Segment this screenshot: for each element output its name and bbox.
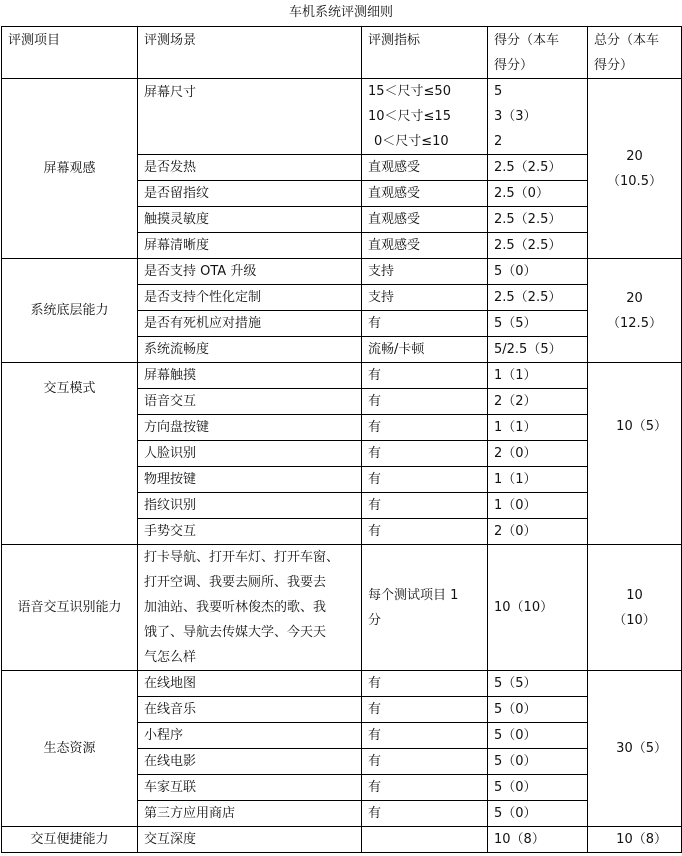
indicator-cell: 直观感受 xyxy=(362,207,488,233)
indicator-cell xyxy=(362,545,488,671)
scene-cell: 小程序 xyxy=(138,723,362,749)
header-scene: 评测场景 xyxy=(138,27,362,79)
scene-cell: 指纹识别 xyxy=(138,493,362,519)
indicator-cell: 有 xyxy=(362,775,488,801)
indicator-cell: 有 xyxy=(362,363,488,389)
score-cell: 2.5（2.5） xyxy=(488,207,588,233)
indicator-cell: 有 xyxy=(362,311,488,337)
scene-cell: 在线地图 xyxy=(138,671,362,697)
header-total xyxy=(588,27,682,79)
category-cell: 交互便捷能力 xyxy=(2,827,138,853)
score-line: 3（3） xyxy=(494,109,537,124)
score-cell: 2（2） xyxy=(488,389,588,415)
score-cell: 10（10） xyxy=(488,545,588,671)
total-cell: 10（5） xyxy=(588,363,682,545)
total-cell xyxy=(588,79,682,259)
scene-cell: 屏幕触摸 xyxy=(138,363,362,389)
table-row xyxy=(2,79,682,155)
indicator-cell: 有 xyxy=(362,493,488,519)
table-row xyxy=(2,363,682,389)
score-cell: 2.5（2.5） xyxy=(488,285,588,311)
indicator-cell: 流畅/卡顿 xyxy=(362,337,488,363)
scene-cell: 语音交互 xyxy=(138,389,362,415)
category-cell: 屏幕观感 xyxy=(2,79,138,259)
header-total-line: 得分） xyxy=(594,58,634,73)
total-line: 20 xyxy=(626,148,643,164)
score-cell xyxy=(488,79,588,155)
indicator-cell: 直观感受 xyxy=(362,233,488,259)
score-line: 5 xyxy=(494,84,503,99)
scene-cell: 人脸识别 xyxy=(138,441,362,467)
score-cell: 10（8） xyxy=(488,827,588,853)
scene-cell: 手势交互 xyxy=(138,519,362,545)
scene-cell: 屏幕清晰度 xyxy=(138,233,362,259)
indicator-line: 每个测试项目 1 xyxy=(368,587,459,603)
header-score-line: 得分） xyxy=(494,58,534,73)
scene-cell: 触摸灵敏度 xyxy=(138,207,362,233)
score-cell: 5（0） xyxy=(488,723,588,749)
scene-line: 加油站、我要听林俊杰的歌、我 xyxy=(144,600,327,615)
score-cell: 5（5） xyxy=(488,671,588,697)
score-cell: 2（0） xyxy=(488,519,588,545)
header-row xyxy=(2,27,682,79)
scene-cell: 方向盘按键 xyxy=(138,415,362,441)
total-line: 10 xyxy=(626,587,643,603)
scene-line: 打开空调、我要去厕所、我要去 xyxy=(144,575,327,590)
score-line: 2 xyxy=(494,134,503,149)
header-indicator: 评测指标 xyxy=(362,27,488,79)
scene-cell xyxy=(138,545,362,671)
header-score xyxy=(488,27,588,79)
indicator-cell: 有 xyxy=(362,441,488,467)
scene-cell: 是否支持个性化定制 xyxy=(138,285,362,311)
total-line: （10.5） xyxy=(607,173,662,189)
score-cell: 1（1） xyxy=(488,415,588,441)
score-cell: 5（0） xyxy=(488,801,588,827)
total-cell: 30（5） xyxy=(588,671,682,827)
score-cell: 5（5） xyxy=(488,311,588,337)
indicator-cell: 有 xyxy=(362,749,488,775)
category-cell: 交互模式 xyxy=(2,363,138,545)
indicator-cell: 有 xyxy=(362,723,488,749)
scene-cell: 屏幕尺寸 xyxy=(138,79,362,155)
indicator-cell: 有 xyxy=(362,467,488,493)
total-cell xyxy=(588,545,682,671)
indicator-cell xyxy=(362,79,488,155)
total-cell xyxy=(588,259,682,363)
indicator-line: 分 xyxy=(368,612,382,628)
score-cell: 1（1） xyxy=(488,363,588,389)
table-row xyxy=(2,827,682,853)
score-cell: 2.5（2.5） xyxy=(488,233,588,259)
scene-cell: 是否支持 OTA 升级 xyxy=(138,259,362,285)
score-cell: 5（0） xyxy=(488,259,588,285)
scene-cell: 物理按键 xyxy=(138,467,362,493)
score-cell: 5/2.5（5） xyxy=(488,337,588,363)
indicator-cell: 有 xyxy=(362,415,488,441)
table-title: 车机系统评测细则 xyxy=(288,5,393,20)
scene-cell: 交互深度 xyxy=(138,827,362,853)
total-line: 20 xyxy=(626,290,643,306)
header-score-line: 得分（本车 xyxy=(494,33,560,48)
score-cell: 5（0） xyxy=(488,775,588,801)
table-row xyxy=(2,259,682,285)
score-cell: 2（0） xyxy=(488,441,588,467)
score-cell: 5（0） xyxy=(488,697,588,723)
header-total-line: 总分（本车 xyxy=(594,33,660,48)
scene-cell: 系统流畅度 xyxy=(138,337,362,363)
table-row xyxy=(2,671,682,697)
score-cell: 2.5（2.5） xyxy=(488,155,588,181)
scene-line: 打卡导航、打开车灯、打开车窗、 xyxy=(144,550,340,565)
indicator-line: 15＜尺寸≤50 xyxy=(368,84,451,99)
scene-cell: 车家互联 xyxy=(138,775,362,801)
score-cell: 1（1） xyxy=(488,467,588,493)
evaluation-table xyxy=(1,26,682,853)
scene-cell: 第三方应用商店 xyxy=(138,801,362,827)
total-line: （10） xyxy=(613,612,656,628)
scene-cell: 是否发热 xyxy=(138,155,362,181)
total-cell: 10（8） xyxy=(588,827,682,853)
indicator-line: 10＜尺寸≤15 xyxy=(368,109,451,124)
scene-cell: 是否有死机应对措施 xyxy=(138,311,362,337)
indicator-cell: 有 xyxy=(362,671,488,697)
category-cell: 系统底层能力 xyxy=(2,259,138,363)
indicator-cell: 有 xyxy=(362,801,488,827)
indicator-cell: 有 xyxy=(362,389,488,415)
score-cell: 1（0） xyxy=(488,493,588,519)
scene-cell: 在线电影 xyxy=(138,749,362,775)
indicator-cell: 直观感受 xyxy=(362,181,488,207)
indicator-cell: 有 xyxy=(362,519,488,545)
score-cell: 5（0） xyxy=(488,749,588,775)
indicator-cell: 有 xyxy=(362,697,488,723)
total-line: （12.5） xyxy=(607,315,662,331)
indicator-cell: 直观感受 xyxy=(362,155,488,181)
table-row xyxy=(2,545,682,671)
scene-cell: 是否留指纹 xyxy=(138,181,362,207)
indicator-cell: 支持 xyxy=(362,285,488,311)
scene-line: 饿了、导航去传媒大学、今天天 xyxy=(144,625,327,640)
score-cell: 2.5（0） xyxy=(488,181,588,207)
indicator-cell xyxy=(362,827,488,853)
category-cell: 语音交互识别能力 xyxy=(2,545,138,671)
indicator-line: 0＜尺寸≤10 xyxy=(374,134,449,149)
scene-line: 气怎么样 xyxy=(144,650,197,665)
indicator-cell: 支持 xyxy=(362,259,488,285)
header-item: 评测项目 xyxy=(2,27,138,79)
scene-cell: 在线音乐 xyxy=(138,697,362,723)
category-cell: 生态资源 xyxy=(2,671,138,827)
